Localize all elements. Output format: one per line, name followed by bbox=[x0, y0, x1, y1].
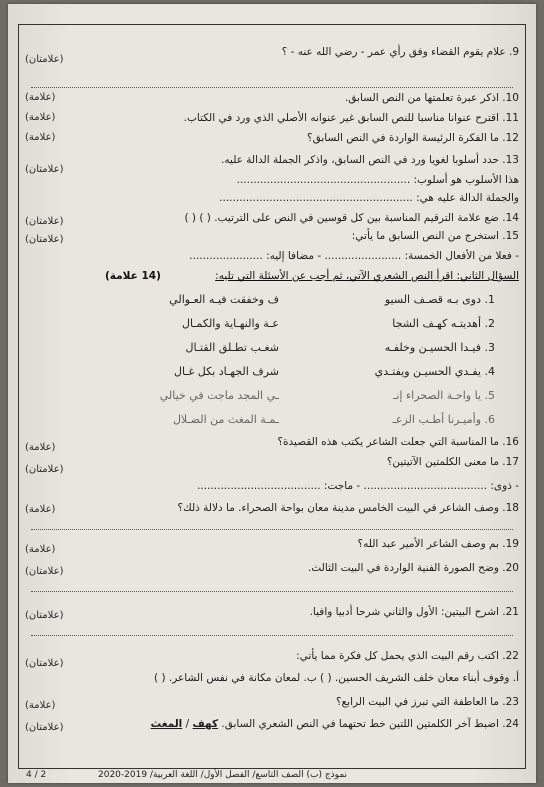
answer-line bbox=[31, 529, 513, 530]
question-12: 12. ما الفكرة الرئيسة الواردة في النص السابق؟ (علامة) bbox=[25, 132, 519, 144]
poem-verse: 2. أهديتـه كهـف الشجا عـة والنهـاية والكمـال bbox=[181, 317, 495, 330]
exam-frame bbox=[18, 24, 526, 769]
poem-verse: 1. دوى بـه قصـف السيو ف وخفقت فيـه العـوالي bbox=[169, 293, 495, 306]
answer-line bbox=[31, 591, 513, 592]
underlined-word: المغث bbox=[150, 718, 183, 730]
question-13: 13. حدد أسلوبا لغويا ورد في النص السابق، واذكر الجملة الدالة عليه. (علامتان) bbox=[25, 154, 519, 175]
footer-title: نموذج (ب) الصف التاسع/ الفصل الأول/ اللغة العربية/ 2019-2020 bbox=[98, 770, 348, 780]
question-13-style: هذا الأسلوب هو أسلوب: .................................................... bbox=[236, 174, 519, 186]
question-24: 24. اضبط آخر الكلمتين اللتين خط تحتهما في النص الشعري السابق. كهف / المغث (علامتان) bbox=[25, 718, 519, 733]
question-14: 14. ضع علامة الترقيم المناسبة بين كل قوسين في النص على الترتيب. ( ) ( ) (علامتان) bbox=[25, 212, 519, 227]
page-number: 4 / 2 bbox=[26, 770, 47, 780]
question-23: 23. ما العاطفة التي تبرز في البيت الرابع؟ (علامة) bbox=[25, 696, 519, 711]
exam-sheet bbox=[8, 4, 536, 783]
question-21: 21. اشرح البيتين: الأول والثاني شرحا أدبيا وافيا. (علامتان) bbox=[25, 606, 519, 621]
question-19: 19. بم وصف الشاعر الأمير عبد الله؟ (علامة) bbox=[25, 538, 519, 555]
question-11: 11. اقترح عنوانا مناسبا للنص السابق غير عنوانه الأصلي الذي ورد في الكتاب. (علامة) bbox=[25, 112, 519, 124]
question-22: 22. اكتب رقم البيت الذي يحمل كل فكرة مما يأتي: (علامتان) bbox=[25, 650, 519, 669]
question-15: 15. استخرج من النص السابق ما يأتي: (علامتان) bbox=[25, 230, 519, 245]
poem-verse: 3. فيـدا الحسيـن وخلفـه شغـب تطـلق القتـال bbox=[185, 341, 495, 354]
answer-line bbox=[31, 87, 513, 88]
question-17: 17. ما معنى الكلمتين الآتيتين؟ (علامتان) bbox=[25, 456, 519, 475]
section-2-heading: السؤال الثاني: اقرأ النص الشعري الآتي، ثم أجب عن الأسئلة التي تليه: (14 علامة) bbox=[105, 270, 519, 282]
underlined-word: كهف bbox=[192, 718, 219, 730]
answer-line bbox=[31, 635, 513, 636]
question-18: 18. وصف الشاعر في البيت الخامس مدينة معان بواحة الصحراء. ما دلالة ذلك؟ (علامة) bbox=[25, 502, 519, 515]
poem-verse: 6. وأميـرنا أطـب الزعـ ـمـة المغث من الضـلال bbox=[172, 413, 495, 426]
poem-verse: 5. يا واحـة الصحراء إنـ ـي المجد ماجت في خيالي bbox=[159, 389, 495, 402]
question-16: 16. ما المناسبة التي جعلت الشاعر يكتب هذه القصيدة؟ (علامة) bbox=[25, 436, 519, 453]
question-9 bbox=[25, 43, 519, 65]
question-9-mark: (علامتان) bbox=[25, 54, 64, 65]
page-footer bbox=[18, 767, 526, 783]
question-20: 20. وضح الصورة الفنية الواردة في البيت الثالث. (علامتان) bbox=[25, 562, 519, 577]
question-9-text: 9. علام يقوم القضاء وفق رأي عمر - رضي الله عنه - ؟ bbox=[281, 46, 519, 58]
question-15-items: - فعلا من الأفعال الخمسة: ....................... - مضافا إليه: ...................... bbox=[189, 250, 519, 262]
question-10: 10. اذكر عبرة تعلمتها من النص السابق. (علامة) bbox=[25, 92, 519, 104]
poem-verse: 4. يفـدي الحسيـن ويفتـدي شرف الجهـاد بكل غـال bbox=[173, 365, 495, 378]
question-17-items: - ذوى: ..................................... - ماجت: ..................................... bbox=[197, 480, 519, 492]
question-13-sentence: والجملة الدالة عليه هي: .......................................................... bbox=[219, 192, 519, 204]
question-22-items: أ. وقوف أبناء معان خلف الشريف الحسين. ( ) ب. لمعان مكانة في نفس الشاعر. ( ) bbox=[154, 672, 519, 684]
